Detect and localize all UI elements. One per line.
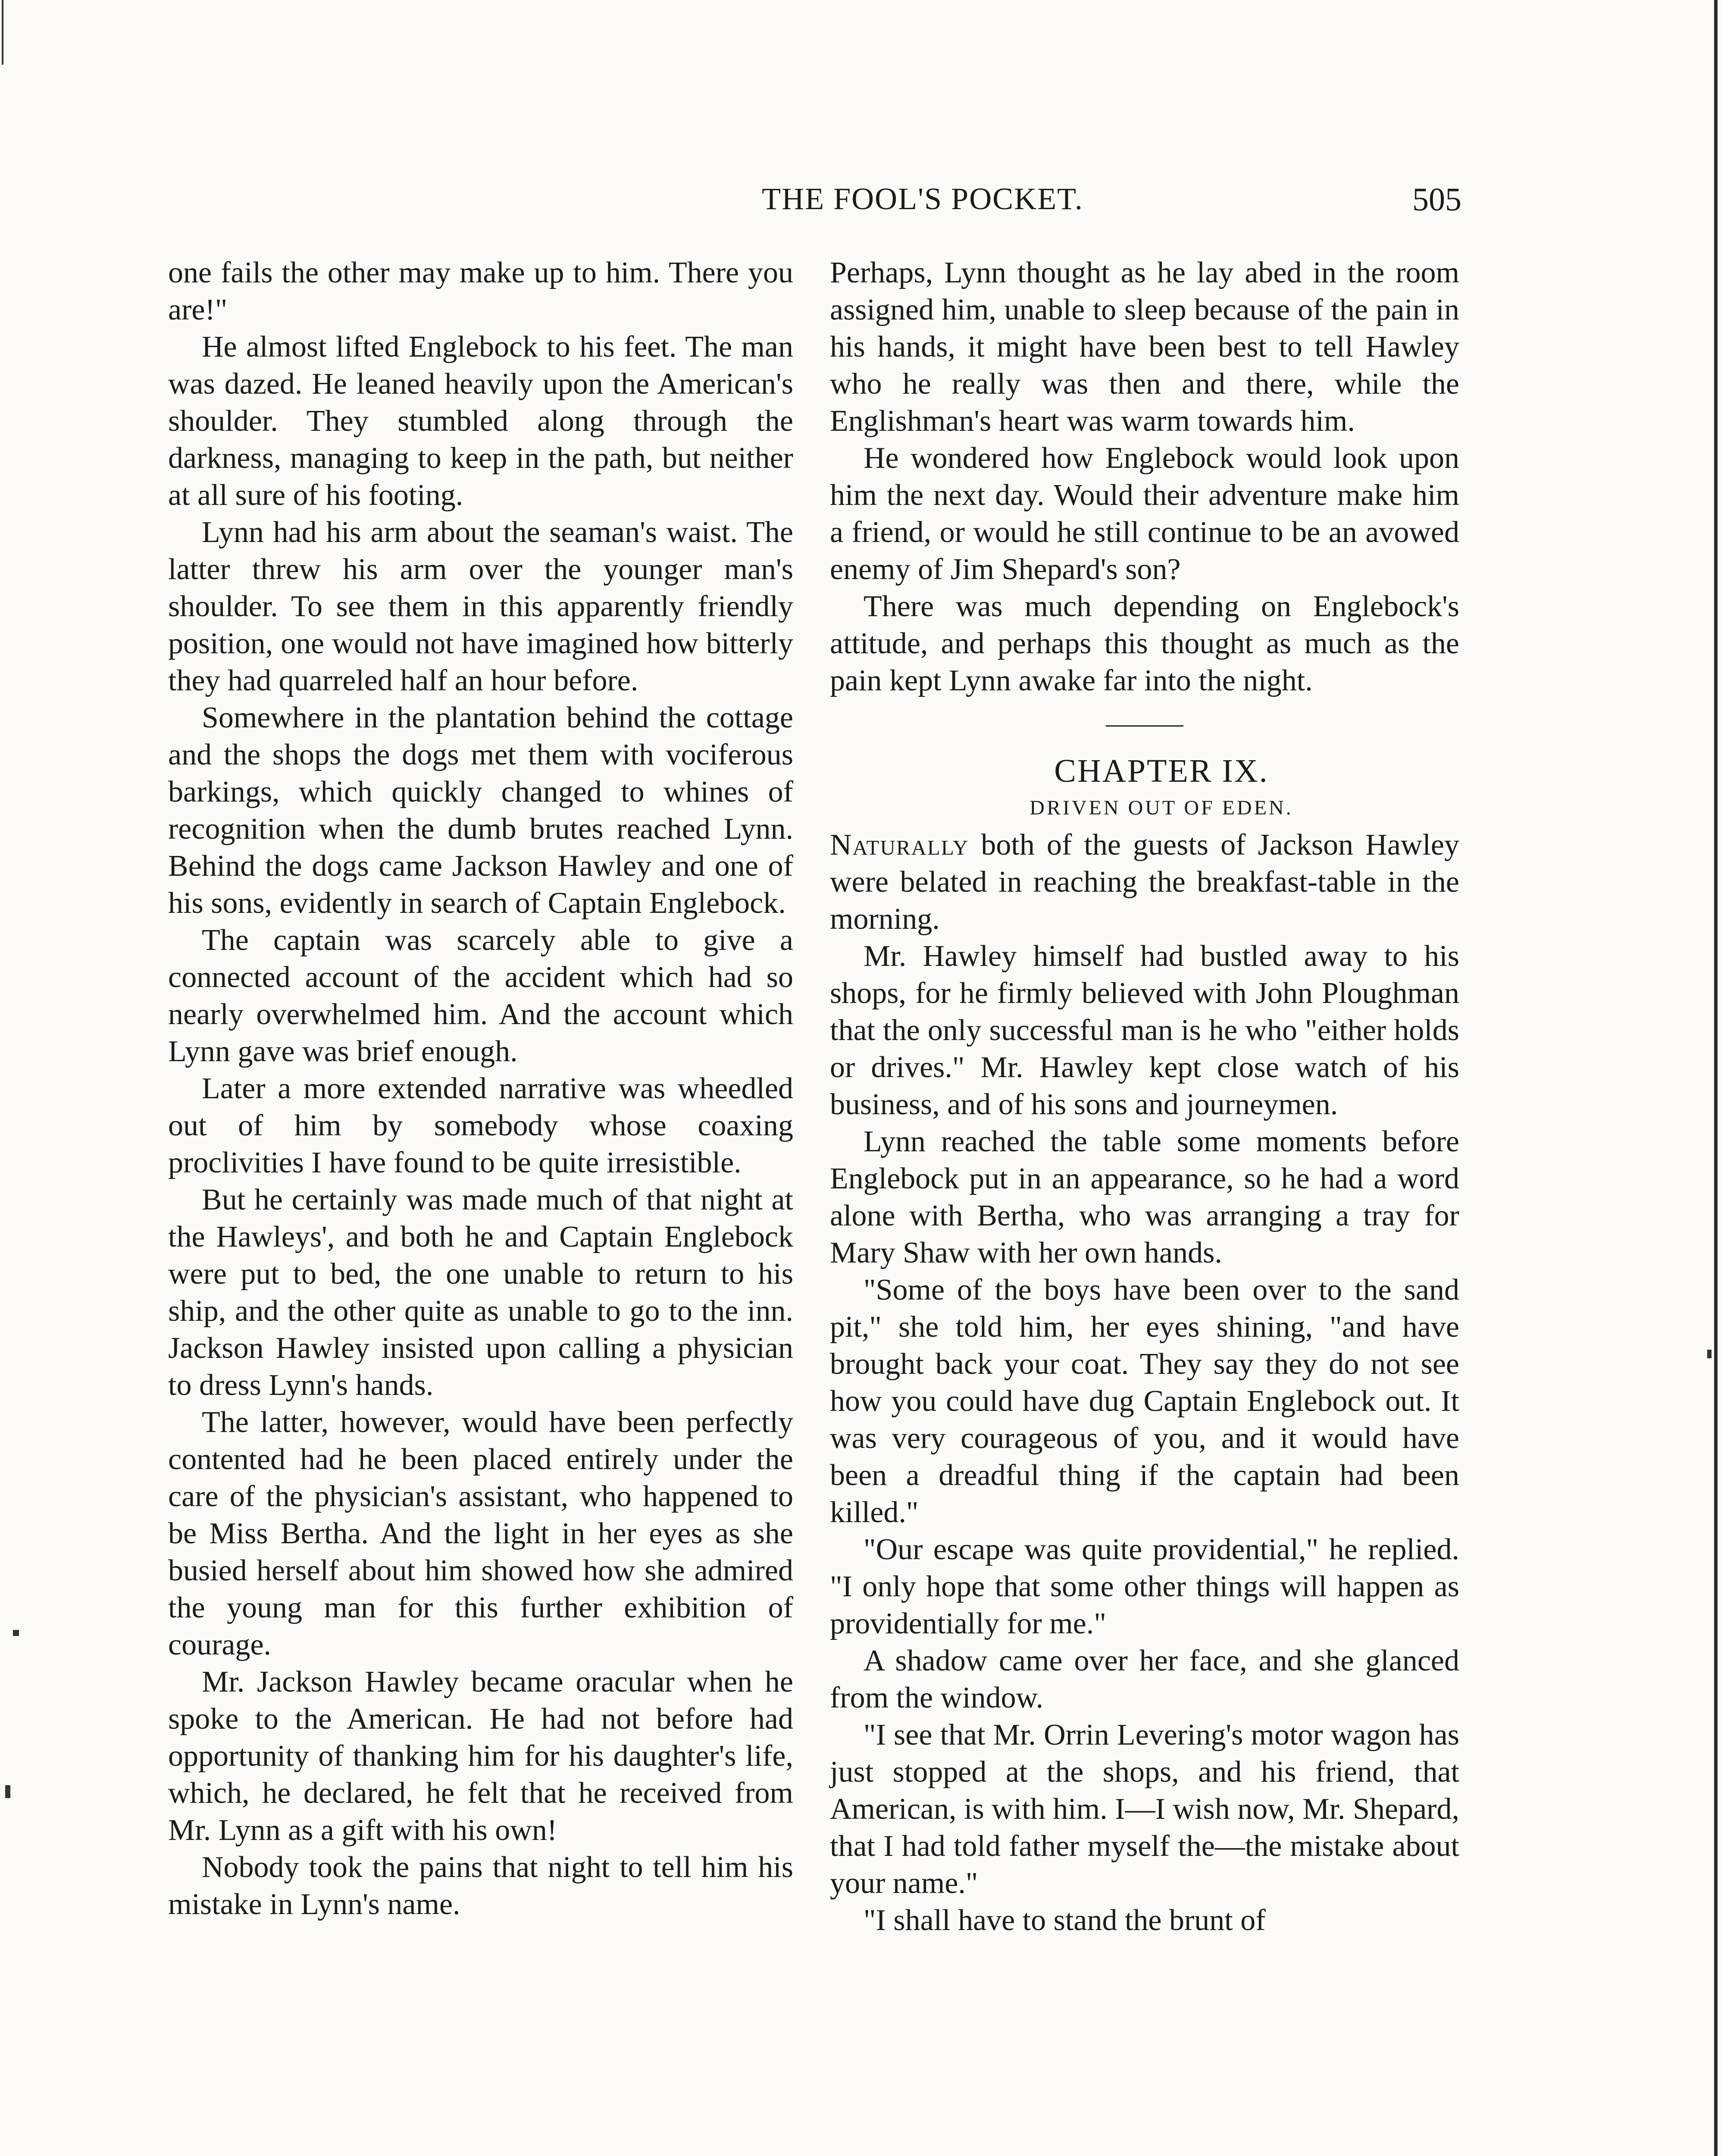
paragraph: Perhaps, Lynn thought as he lay abed in the room assigned him, unable to sleep because of the pain in his hands, it might have been best to tell Hawley who he really was then and there, while the Englishman's heart was warm towards him. bbox=[830, 256, 1459, 438]
drop-word: Naturally bbox=[830, 828, 969, 862]
paragraph: But he certainly was made much of that night at the Hawleys', and both he and Captain Englebock were put to bed, the one unable to return to his ship, and the other quite as unable to go to the inn. Jackson Hawley insisted upon calling a physician to dress Lynn's hands. bbox=[168, 1183, 793, 1402]
paragraph: A shadow came over her face, and she glanced from the window. bbox=[830, 1644, 1459, 1714]
paragraph: The captain was scarcely able to give a connected account of the accident which had so nearly overwhelmed him. And the account which Lynn gave was brief enough. bbox=[168, 924, 793, 1068]
scan-edge-mark-left bbox=[2, 0, 3, 65]
page-number: 505 bbox=[1412, 182, 1461, 218]
paragraph: Lynn reached the table some moments before Englebock put in an appearance, so he had a word alone with Bertha, who was arranging a tray for Mary Shaw with her own hands. bbox=[830, 1125, 1459, 1269]
paragraph: "I shall have to stand the brunt of bbox=[864, 1904, 1266, 1937]
paragraph: There was much depending on Englebock's attitude, and perhaps this thought as much as the pain kept Lynn awake far into the night. bbox=[830, 590, 1459, 697]
paragraph: Mr. Jackson Hawley became oracular when he spoke to the American. He had not before had opportunity of thanking him for his daughter's life, which, he declared, he felt that he received from Mr. Lynn as a gift with his own! bbox=[168, 1665, 793, 1847]
paragraph: He wondered how Englebock would look upon him the next day. Would their adventure make him a friend, or would he still continue to be an avowed enemy of Jim Shepard's son? bbox=[830, 442, 1459, 586]
scan-speck bbox=[5, 1785, 10, 1798]
paragraph: He almost lifted Englebock to his feet. The man was dazed. He leaned heavily upon the American's shoulder. They stumbled along through the darkness, managing to keep in the path, but neither at all sure of his footing. bbox=[168, 330, 793, 512]
paragraph: The latter, however, would have been perfectly contented had he been placed entirely under the care of the physician's assistant, who happened to be Miss Bertha. And the light in her eyes as she busied herself about him showed how she admired the young man for this further exhibition of courage. bbox=[168, 1406, 793, 1661]
paragraph: Mr. Hawley himself had bustled away to his shops, for he firmly believed with John Ploughman that the only successful man is he who "either holds or drives." Mr. Hawley kept close watch of his business, and of his sons and journeymen. bbox=[830, 940, 1459, 1121]
scan-speck bbox=[13, 1630, 19, 1636]
right-column bbox=[830, 254, 1459, 1939]
paragraph: "Our escape was quite providential," he replied. "I only hope that some other things will happen as providentially for me." bbox=[830, 1533, 1459, 1640]
running-title: THE FOOL'S POCKET. bbox=[762, 182, 1083, 216]
section-divider bbox=[1106, 725, 1183, 727]
scan-edge-border-right bbox=[1714, 0, 1718, 2156]
paragraph: "I see that Mr. Orrin Levering's motor wagon has just stopped at the shops, and his friend, that American, is with him. I—I wish now, Mr. Shepard, that I had told father myself the—the mistake about your name." bbox=[830, 1718, 1459, 1900]
scan-speck bbox=[1707, 1350, 1712, 1358]
opening-text: both of the guests of Jackson Hawley were belated in reaching the breakfast-table in the morning. bbox=[830, 828, 1459, 936]
chapter-subtitle: DRIVEN OUT OF EDEN. bbox=[1029, 796, 1293, 819]
left-column bbox=[168, 254, 793, 1923]
chapter-title: CHAPTER IX. bbox=[1054, 753, 1269, 789]
chapter-opening-paragraph bbox=[830, 827, 1459, 938]
paragraph: Later a more extended narrative was wheedled out of him by somebody whose coaxing proclivities I have found to be quite irresistible. bbox=[168, 1072, 793, 1179]
paragraph: Nobody took the pains that night to tell him his mistake in Lynn's name. bbox=[168, 1851, 793, 1921]
paragraph: Lynn had his arm about the seaman's waist. The latter threw his arm over the younger man's shoulder. To see them in this apparently friendly position, one would not have imagined how bitterly they had quarreled half an hour before. bbox=[168, 516, 793, 697]
paragraph: one fails the other may make up to him. There you are!" bbox=[168, 256, 793, 326]
paragraph: Somewhere in the plantation behind the cottage and the shops the dogs met them with vociferous barkings, which quickly changed to whines of recognition when the dumb brutes reached Lynn. Behind the dogs came Jackson Hawley and one of his sons, evidently in search of Captain Englebock. bbox=[168, 701, 793, 920]
paragraph: "Some of the boys have been over to the sand pit," she told him, her eyes shining, "and have brought back your coat. They say they do not see how you could have dug Captain Englebock out. It was very courageous of you, and it would have been a dreadful thing if the captain had been killed." bbox=[830, 1273, 1459, 1529]
page-header bbox=[168, 181, 1461, 229]
